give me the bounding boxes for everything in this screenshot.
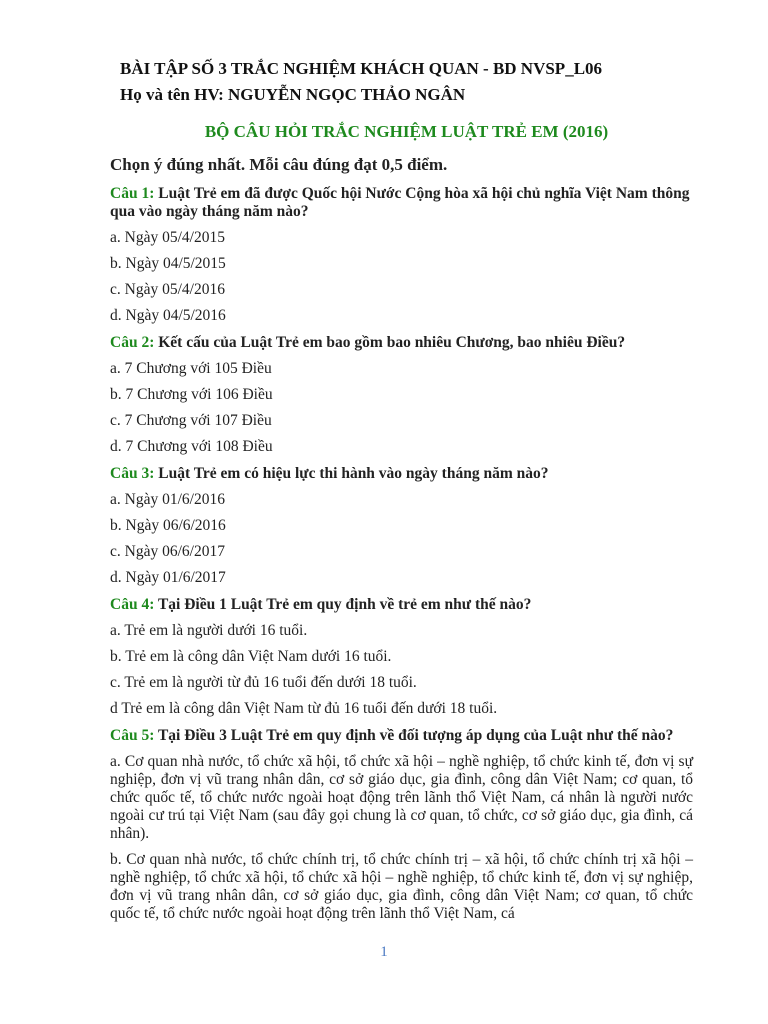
question-text: Kết cấu của Luật Trẻ em bao gồm bao nhiêu Chương, bao nhiêu Điều? bbox=[154, 334, 626, 351]
question-label: Câu 2: bbox=[110, 334, 155, 351]
option: c. Ngày 06/6/2017 bbox=[110, 543, 225, 560]
question-label: Câu 5: bbox=[110, 727, 155, 744]
option: b. Ngày 06/6/2016 bbox=[110, 517, 226, 534]
option: c. 7 Chương với 107 Điều bbox=[110, 412, 272, 429]
student-name: Họ và tên HV: NGUYỄN NGỌC THẢO NGÂN bbox=[120, 85, 466, 104]
option: d. Ngày 04/5/2016 bbox=[110, 307, 226, 324]
subject-title: BỘ CÂU HỎI TRẮC NGHIỆM LUẬT TRẺ EM (2016) bbox=[204, 122, 609, 141]
option: a. Ngày 01/6/2016 bbox=[110, 491, 225, 508]
option: a. Ngày 05/4/2015 bbox=[110, 229, 225, 246]
option: d. 7 Chương với 108 Điều bbox=[110, 438, 273, 455]
question-text: Tại Điều 1 Luật Trẻ em quy định về trẻ em như thế nào? bbox=[154, 596, 532, 613]
document-page bbox=[110, 56, 693, 923]
question-1 bbox=[110, 185, 693, 221]
question-text: Luật Trẻ em đã được Quốc hội Nước Cộng hòa xã hội chủ nghĩa Việt Nam thông qua vào ngày tháng năm nào? bbox=[110, 185, 690, 220]
question-2 bbox=[110, 334, 693, 352]
instruction: Chọn ý đúng nhất. Mỗi câu đúng đạt 0,5 điểm. bbox=[110, 155, 448, 174]
option: c. Trẻ em là người từ đủ 16 tuổi đến dưới 18 tuổi. bbox=[110, 674, 417, 691]
question-text: Tại Điều 3 Luật Trẻ em quy định về đối tượng áp dụng của Luật như thế nào? bbox=[154, 727, 674, 744]
assignment-title: BÀI TẬP SỐ 3 TRẮC NGHIỆM KHÁCH QUAN - BD NVSP_L06 bbox=[120, 59, 603, 78]
option: b. Cơ quan nhà nước, tổ chức chính trị, tổ chức chính trị – xã hội, tổ chức chính trị xã hội – nghề nghiệp, tổ chức xã hội, tổ chức xã hội – nghề nghiệp, tổ chức kinh tế, đơn vị sự nghiệp, đơn vị vũ trang nhân dân, cơ sở giáo dục, gia đình, công dân Việt Nam; cơ quan, tổ chức quốc tế, tổ chức nước ngoài hoạt động trên lãnh thổ Việt Nam, cá bbox=[110, 851, 693, 922]
option: d. Ngày 01/6/2017 bbox=[110, 569, 226, 586]
question-label: Câu 4: bbox=[110, 596, 155, 613]
option: d Trẻ em là công dân Việt Nam từ đủ 16 tuổi đến dưới 18 tuổi. bbox=[110, 700, 498, 717]
page-number: 1 bbox=[380, 944, 388, 960]
option: b. Trẻ em là công dân Việt Nam dưới 16 tuổi. bbox=[110, 648, 392, 665]
option: a. Trẻ em là người dưới 16 tuổi. bbox=[110, 622, 308, 639]
question-label: Câu 1: bbox=[110, 185, 155, 202]
option: a. Cơ quan nhà nước, tổ chức xã hội, tổ chức xã hội – nghề nghiệp, tổ chức kinh tế, đơn vị sự nghiệp, đơn vị vũ trang nhân dân, cơ sở giáo dục, gia đình, công dân Việt Nam; cơ quan, tổ chức quốc tế, tổ chức nước ngoài hoạt động trên lãnh thổ Việt Nam, cá nhân là người nước ngoài cư trú tại Việt Nam (sau đây gọi chung là cơ quan, tổ chức, cơ sở giáo dục, gia đình, cá nhân). bbox=[110, 753, 693, 842]
option: a. 7 Chương với 105 Điều bbox=[110, 360, 272, 377]
question-5 bbox=[110, 727, 693, 745]
option: b. Ngày 04/5/2015 bbox=[110, 255, 226, 272]
question-4 bbox=[110, 596, 693, 614]
question-3 bbox=[110, 465, 693, 483]
question-label: Câu 3: bbox=[110, 465, 155, 482]
option: b. 7 Chương với 106 Điều bbox=[110, 386, 273, 403]
option: c. Ngày 05/4/2016 bbox=[110, 281, 225, 298]
question-text: Luật Trẻ em có hiệu lực thi hành vào ngày tháng năm nào? bbox=[154, 465, 549, 482]
